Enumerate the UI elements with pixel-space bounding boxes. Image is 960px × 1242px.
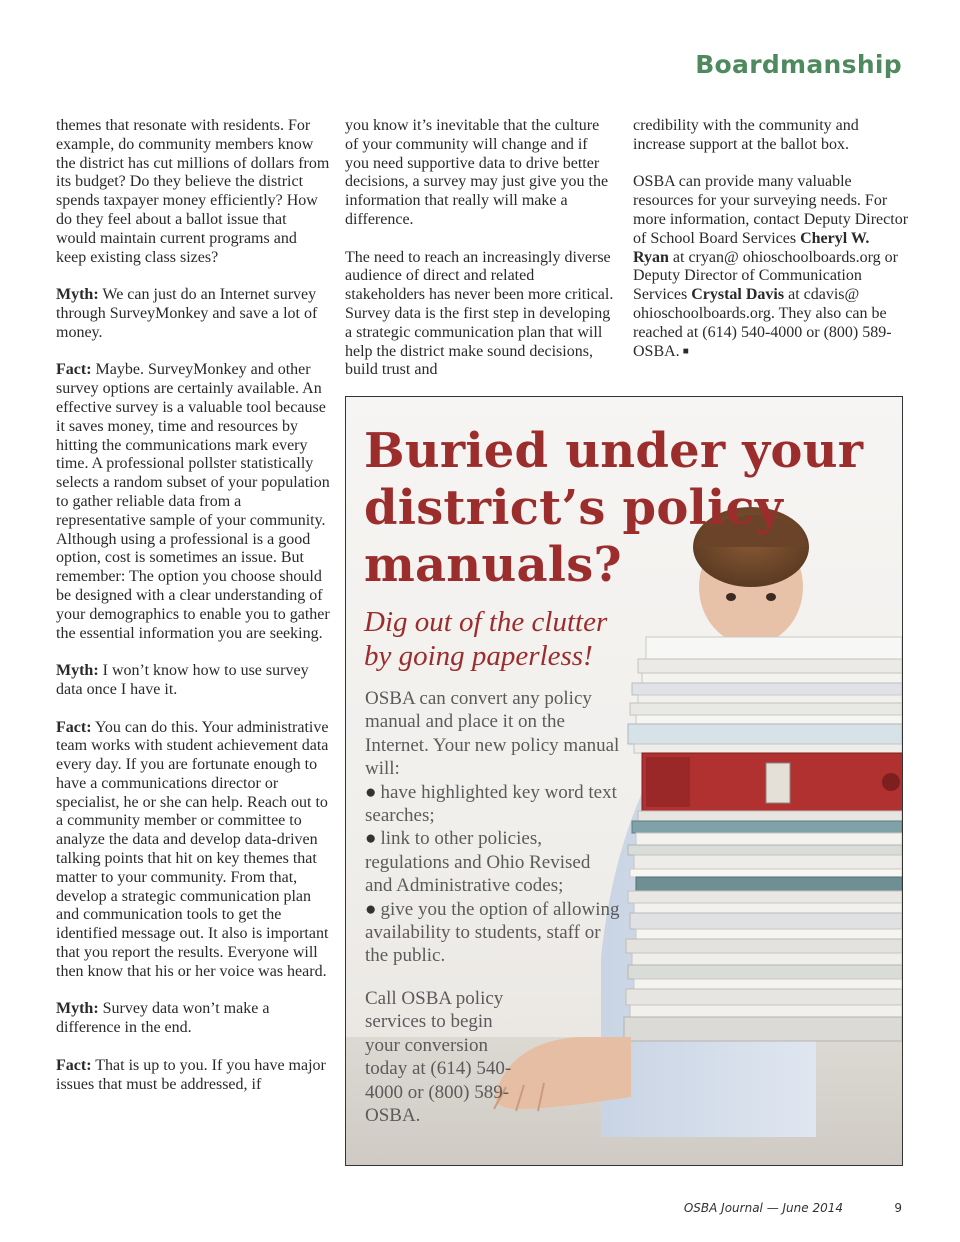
section-title: Boardmanship — [695, 50, 902, 79]
list-item: ● have highlighted key word text searches; — [365, 781, 617, 827]
paragraph: Myth: I won’t know how to use survey data once I have it. — [56, 662, 309, 698]
article-column-3 — [633, 117, 908, 361]
paragraph: Fact: That is up to you. If you have major issues that must be addressed, if — [56, 1056, 326, 1093]
list-item: ● give you the option of allowing availability to students, staff or the public. — [365, 898, 620, 967]
paragraph: Fact: Maybe. SurveyMonkey and other survey options are certainly available. An effective survey is a valuable tool because it saves money, time and resources by hitting the communications mark every time. A professional pollster statistically selects a random subset of your population to gather reliable data from a representative sample of your community. Although using a professional is a good option, cost is sometimes an issue. But remember: The option you choose should be designed with a clear understanding of your demographics to enable you to gather the essential information you are seeking. — [56, 361, 330, 642]
footer-journal: OSBA Journal — June 2014 — [683, 1201, 843, 1215]
paragraph: The need to reach an increasingly diverse audience of direct and related stakeholders has never been more critical. Survey data is the first step in developing a strategic communication plan that will help the district make sound decisions, build trust and — [345, 248, 614, 379]
ad-body — [365, 687, 620, 968]
page-number: 9 — [894, 1201, 902, 1215]
end-mark: ■ — [682, 345, 689, 357]
paragraph: credibility with the community and increase support at the ballot box. — [633, 117, 859, 153]
article-column-1 — [56, 117, 330, 1094]
bullet-icon: ● — [365, 828, 377, 850]
paragraph: Fact: You can do this. Your administrative team works with student achievement data every day. If you are fortunate enough to have a communications director or specialist, he or she can help. Reach out to a community member or committee to analyze the data and develop data-driven talking points that hit on key themes that matter to your community. From that, develop a strategic communication plan and communication tools to get the identified message out. It also is important that you report the results. Everyone will then know that his or her voice was heard. — [56, 718, 329, 980]
ad-intro: OSBA can convert any policy manual and place it on the Internet. Your new policy manual will: — [365, 688, 620, 780]
bullet-icon: ● — [365, 898, 377, 920]
bullet-icon: ● — [365, 781, 377, 803]
contact-name: Crystal Davis — [691, 286, 785, 304]
policy-ad — [345, 396, 903, 1166]
contact-name: Cheryl W. Ryan — [633, 229, 870, 266]
paragraph: themes that resonate with residents. For example, do community members know the district has cut millions of dollars from its budget? Do they believe the district spends taxpayer money efficiently? How do they feel about a ballot issue that would maintain current programs and keep existing class sizes? — [56, 117, 330, 266]
paragraph: Myth: We can just do an Internet survey through SurveyMonkey and save a lot of money. — [56, 286, 318, 341]
article-column-2 — [345, 117, 615, 380]
list-item: ● link to other policies, regulations and Ohio Revised and Administrative codes; — [365, 828, 591, 897]
paragraph: you know it’s inevitable that the culture of your community will change and if you need supportive data to drive better decisions, a survey may just give you the information that really will make a difference. — [345, 117, 609, 228]
contact-paragraph: OSBA can provide many valuable resources for your surveying needs. For more information, contact Deputy Director of School Board Services Cheryl W. Ryan at cryan@ ohioschoolboards.org or Deputy Director of Communication Services Crystal Davis at cdavis@ ohioschoolboards.org. They also can be reached at (614) 540-4000 or (800) 589-OSBA. ■ — [633, 173, 909, 360]
ad-call-to-action: Call OSBA policy services to begin your conversion today at (614) 540-4000 or (800) 589-OSBA. — [365, 988, 512, 1127]
ad-headline: Buried under your district’s policy manuals? — [364, 423, 864, 593]
paragraph: Myth: Survey data won’t make a difference in the end. — [56, 1000, 270, 1037]
ad-subhead: Dig out of the clutter by going paperless! — [364, 606, 608, 672]
